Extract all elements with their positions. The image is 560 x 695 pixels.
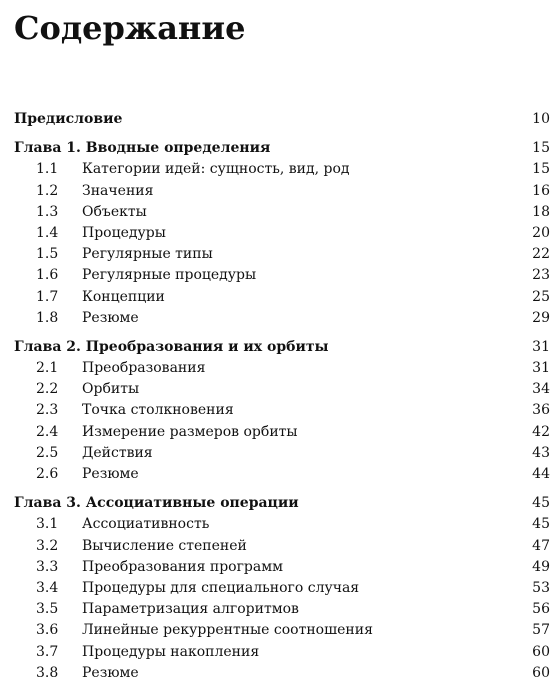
toc-section-title: Параметризация алгоритмов [82,601,299,618]
toc-section-row [0,378,560,399]
toc-section-title: Резюме [82,309,139,326]
toc-page-number: 15 [532,140,550,157]
toc-section-title: Действия [82,444,153,461]
toc-section-number: 1.1 [36,161,59,178]
toc-page-number: 56 [532,601,550,618]
toc-section-number: 1.6 [36,267,59,284]
toc-section-title: Преобразования программ [82,558,284,575]
toc-section-number: 1.8 [36,309,59,326]
toc-section-title: Измерение размеров орбиты [82,423,298,440]
toc-chapter-row [0,492,560,513]
toc-section-title: Точка столкновения [82,402,234,419]
toc-page-number: 31 [532,360,550,377]
toc-section-row [0,158,560,179]
toc-section-row [0,442,560,463]
toc-section-row [0,598,560,619]
toc-section-title: Категории идей: сущность, вид, род [82,161,350,178]
toc-section-title: Резюме [82,664,139,681]
toc-page-number: 60 [532,664,550,681]
table-of-contents [0,108,560,683]
toc-section-title: Значения [82,182,154,199]
toc-section-number: 2.1 [36,360,59,377]
toc-section-row [0,307,560,328]
toc-section-number: 2.6 [36,466,59,482]
toc-section-title: Концепции [82,288,165,305]
toc-section-number: 2.2 [36,381,59,398]
toc-section-row [0,222,560,243]
toc-chapter-row [0,336,560,357]
toc-section-number: 3.1 [36,516,59,533]
toc-section-row [0,357,560,378]
toc-chapter-row [0,108,560,129]
toc-page-number: 10 [532,111,550,127]
toc-page-number: 45 [532,516,550,533]
toc-section-row [0,556,560,577]
toc-section-row [0,243,560,264]
toc-page-number: 29 [532,309,550,326]
toc-page-number: 45 [532,495,550,512]
toc-page-number: 53 [532,579,550,596]
toc-section-number: 3.3 [36,558,59,575]
toc-section-number: 2.4 [36,423,59,440]
toc-section-number: 1.7 [36,288,59,305]
toc-section-title: Регулярные процедуры [82,267,257,284]
toc-section-row [0,463,560,484]
toc-section-number: 1.2 [36,182,59,199]
toc-section-row [0,513,560,534]
toc-section-number: 1.4 [36,224,59,241]
toc-section-row [0,641,560,662]
toc-section-title: Преобразования [82,360,206,377]
toc-page-number: 43 [532,444,550,461]
toc-section-row [0,264,560,285]
toc-section-title: Вычисление степеней [82,537,247,554]
toc-page-number: 44 [532,466,550,482]
toc-page-number: 57 [532,622,550,639]
toc-page-number: 20 [532,224,550,241]
toc-section-row [0,535,560,556]
toc-section-number: 2.3 [36,402,59,419]
toc-section-row [0,180,560,201]
toc-section-number: 1.3 [36,203,59,220]
toc-section-number: 3.4 [36,579,59,596]
toc-chapter-title: Глава 1. Вводные определения [14,140,271,157]
toc-chapter-row [0,137,560,158]
toc-section-row [0,619,560,640]
toc-page-number: 15 [532,161,550,178]
toc-section-number: 3.6 [36,622,59,639]
toc-section-row [0,421,560,442]
toc-page-number: 42 [532,423,550,440]
toc-section-title: Линейные рекуррентные соотношения [82,622,373,639]
toc-chapter-title: Глава 2. Преобразования и их орбиты [14,338,329,355]
toc-page-number: 22 [532,246,550,263]
toc-section-title: Ассоциативность [82,516,210,533]
toc-page-number: 31 [532,338,550,355]
toc-section-row [0,286,560,307]
toc-page-number: 18 [532,203,550,220]
toc-page-number: 25 [532,288,550,305]
toc-page-number: 23 [532,267,550,284]
toc-section-row [0,662,560,683]
toc-section-title: Орбиты [82,381,140,398]
toc-section-row [0,577,560,598]
toc-section-number: 3.2 [36,537,59,554]
toc-section-number: 1.5 [36,246,59,263]
toc-section-title: Процедуры для специального случая [82,579,360,596]
toc-section-title: Процедуры [82,224,166,241]
toc-chapter-title: Глава 3. Ассоциативные операции [14,495,299,512]
toc-section-row [0,201,560,222]
toc-page-number: 60 [532,643,550,660]
toc-section-title: Объекты [82,203,147,220]
page-title: Содержание [14,9,246,47]
toc-section-number: 3.5 [36,601,59,618]
toc-section-number: 3.8 [36,664,59,681]
toc-page-number: 49 [532,558,550,575]
toc-section-row [0,399,560,420]
toc-page-number: 47 [532,537,550,554]
toc-page-number: 36 [532,402,550,419]
toc-section-title: Резюме [82,466,139,482]
toc-section-number: 3.7 [36,643,59,660]
toc-section-title: Регулярные типы [82,246,213,263]
toc-section-title: Процедуры накопления [82,643,260,660]
toc-page-number: 34 [532,381,550,398]
toc-chapter-title: Предисловие [14,111,123,127]
toc-section-number: 2.5 [36,444,59,461]
toc-page-number: 16 [532,182,550,199]
